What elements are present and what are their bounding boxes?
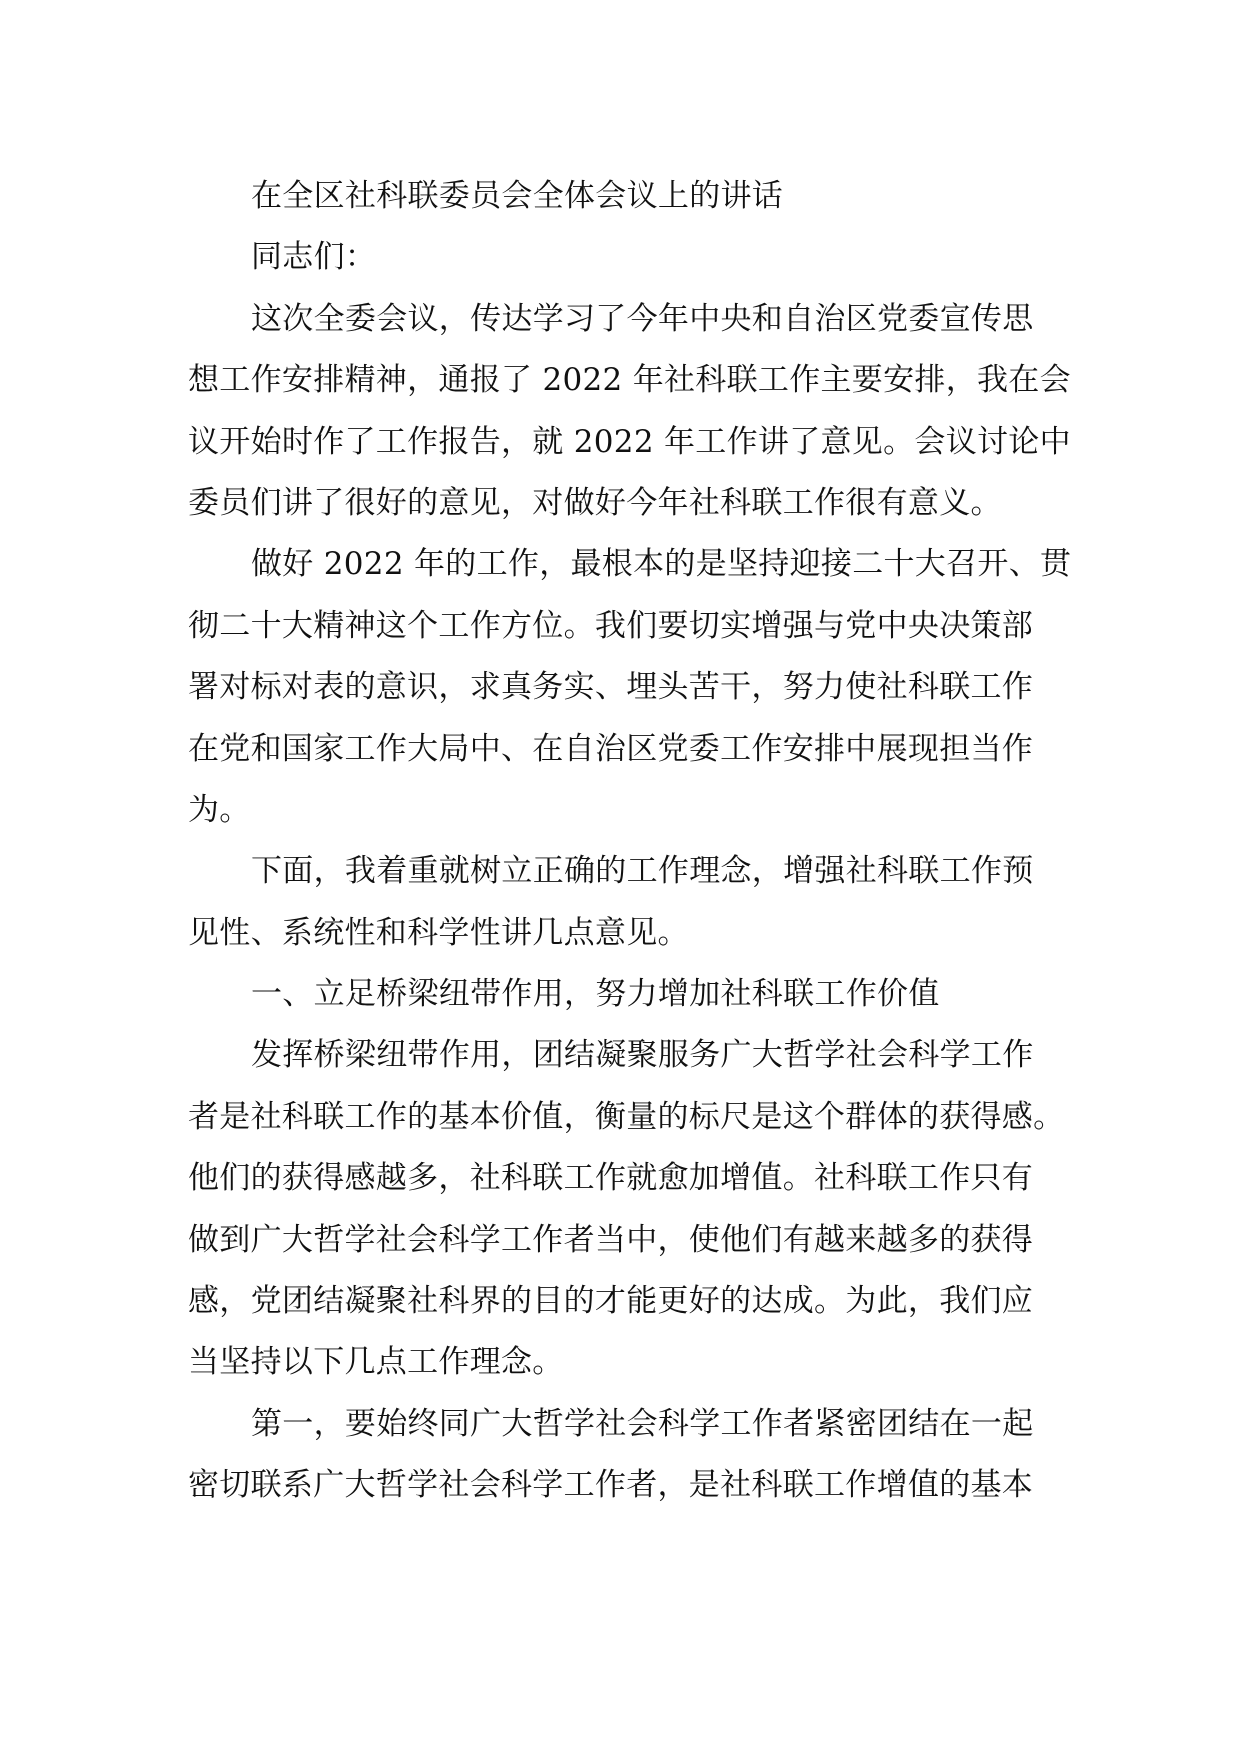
paragraph-line: 委员们讲了很好的意见，对做好今年社科联工作很有意义。 (188, 484, 1002, 521)
paragraph-line: 在党和国家工作大局中、在自治区党委工作安排中展现担当作 (188, 730, 1034, 767)
paragraph-line: 当坚持以下几点工作理念。 (188, 1344, 564, 1381)
paragraph-line: 发挥桥梁纽带作用，团结凝聚服务广大哲学社会科学工作 (251, 1037, 1034, 1074)
paragraph-line: 彻二十大精神这个工作方位。我们要切实增强与党中央决策部 (188, 607, 1034, 644)
paragraph-line: 想工作安排精神，通报了 2022 年社科联工作主要安排，我在会 (188, 362, 1071, 399)
paragraph-line: 这次全委会议，传达学习了今年中央和自治区党委宣传思 (251, 300, 1034, 337)
document-title: 在全区社科联委员会全体会议上的讲话 (251, 178, 784, 214)
paragraph-line: 下面，我着重就树立正确的工作理念，增强社科联工作预 (251, 853, 1034, 890)
paragraph-line: 他们的获得感越多，社科联工作就愈加增值。社科联工作只有 (188, 1160, 1034, 1197)
salutation: 同志们： (251, 239, 377, 276)
paragraph-line: 议开始时作了工作报告，就 2022 年工作讲了意见。会议讨论中 (188, 423, 1071, 460)
paragraph-line: 做到广大哲学社会科学工作者当中，使他们有越来越多的获得 (188, 1221, 1034, 1258)
paragraph-line: 密切联系广大哲学社会科学工作者，是社科联工作增值的基本 (188, 1467, 1034, 1504)
paragraph-line: 做好 2022 年的工作，最根本的是坚持迎接二十大召开、贯 (251, 546, 1072, 583)
paragraph-line: 者是社科联工作的基本价值，衡量的标尺是这个群体的获得感。 (188, 1098, 1065, 1135)
paragraph-line: 见性、系统性和科学性讲几点意见。 (188, 914, 689, 951)
paragraph-line: 为。 (188, 791, 251, 828)
paragraph-line: 署对标对表的意识，求真务实、埋头苦干，努力使社科联工作 (188, 669, 1034, 706)
section-heading: 一、立足桥梁纽带作用，努力增加社科联工作价值 (251, 976, 940, 1013)
document-body (188, 166, 1072, 1517)
paragraph-line: 感，党团结凝聚社科界的目的才能更好的达成。为此，我们应 (188, 1283, 1034, 1320)
subsection-heading: 第一，要始终同广大哲学社会科学工作者紧密团结在一起 (251, 1405, 1034, 1442)
